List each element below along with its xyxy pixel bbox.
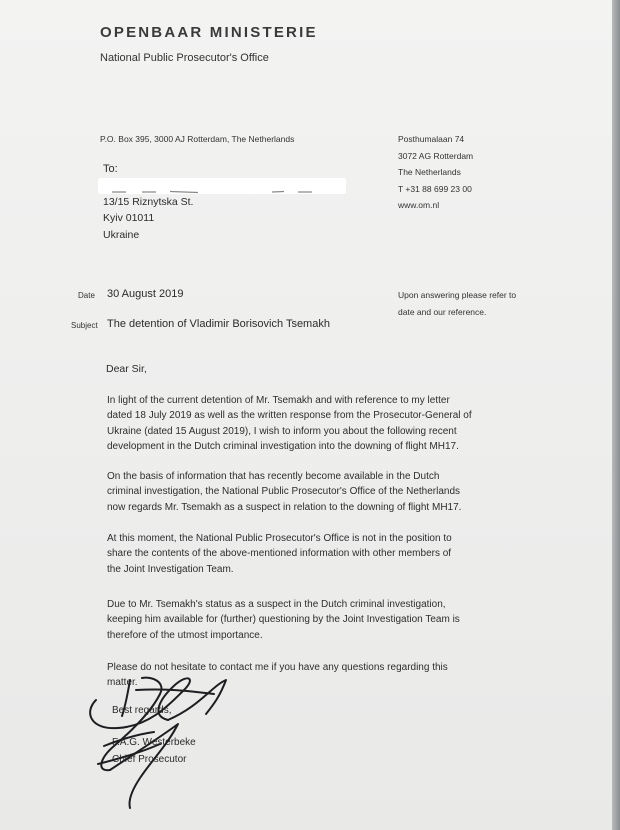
body-line: now regards Mr. Tsemakh as a suspect in relation to the downing of flight MH17.: [107, 501, 462, 513]
body-line: matter.: [107, 677, 138, 689]
body-line: therefore of the utmost importance.: [107, 629, 263, 641]
body-line: Due to Mr. Tsemakh's status as a suspect in the Dutch criminal investigation,: [107, 599, 446, 610]
letter-subject: The detention of Vladimir Borisovich Tsemakh: [107, 318, 330, 330]
date-label: Date: [78, 291, 95, 300]
visit-address-line: Posthumalaan 74: [398, 134, 465, 144]
body-line: criminal investigation, the National Public Prosecutor's Office of the Netherlands: [107, 486, 461, 498]
body-paragraph: [107, 469, 532, 515]
body-line: At this moment, the National Public Prosecutor's Office is not in the position to: [107, 533, 452, 544]
to-label: To:: [103, 163, 118, 175]
salutation: Dear Sir,: [106, 363, 147, 375]
body-line: the Joint Investigation Team.: [107, 563, 234, 575]
reply-note: [398, 287, 516, 320]
visit-address-line: 3072 AG Rotterdam: [398, 150, 474, 161]
recipient-address-line: Ukraine: [103, 228, 140, 241]
page-edge-shadow: [612, 0, 620, 830]
body-line: development in the Dutch criminal investigation into the downing of flight MH17.: [107, 441, 459, 453]
body-paragraph: [107, 660, 532, 691]
body-line: Ukraine (dated 15 August 2019), I wish to inform you about the following recent: [107, 425, 457, 437]
signatory-title: Chief Prosecutor: [112, 754, 187, 765]
recipient-address: [103, 194, 193, 243]
body-line: Please do not hesitate to contact me if you have any questions regarding this: [107, 662, 448, 673]
phone-number: T +31 88 699 23 00: [398, 183, 472, 194]
organization-name: OPENBAAR MINISTERIE: [100, 24, 318, 41]
office-name: National Public Prosecutor's Office: [100, 52, 269, 64]
body-line: dated 18 July 2019 as well as the written response from the Prosecutor-General of: [107, 410, 472, 422]
closing-regards: Best regards,: [112, 705, 172, 716]
body-paragraph: [107, 531, 532, 577]
reply-note-line: date and our reference.: [398, 306, 487, 317]
visit-address: [398, 131, 473, 214]
body-line: On the basis of information that has recently become available in the Dutch: [107, 471, 440, 482]
recipient-address-line: Kyiv 01011: [103, 212, 155, 225]
website: www.om.nl: [398, 200, 440, 210]
reply-note-line: Upon answering please refer to: [398, 290, 517, 300]
recipient-address-line: 13/15 Riznytska St.: [103, 196, 194, 208]
postal-address: P.O. Box 395, 3000 AJ Rotterdam, The Netherlands: [100, 134, 295, 144]
visit-address-line: The Netherlands: [398, 167, 461, 177]
subject-label: Subject: [71, 321, 98, 330]
body-line: In light of the current detention of Mr. Tsemakh and with reference to my letter: [107, 395, 450, 406]
signatory-name: F.A.G. Westerbeke: [112, 737, 196, 748]
body-paragraph: [107, 597, 532, 643]
body-paragraph: [107, 393, 532, 455]
letter-date: 30 August 2019: [107, 288, 184, 300]
body-line: keeping him available for (further) questioning by the Joint Investigation Team is: [107, 614, 460, 626]
body-line: share the contents of the above-mentioned information with other members of: [107, 548, 452, 560]
